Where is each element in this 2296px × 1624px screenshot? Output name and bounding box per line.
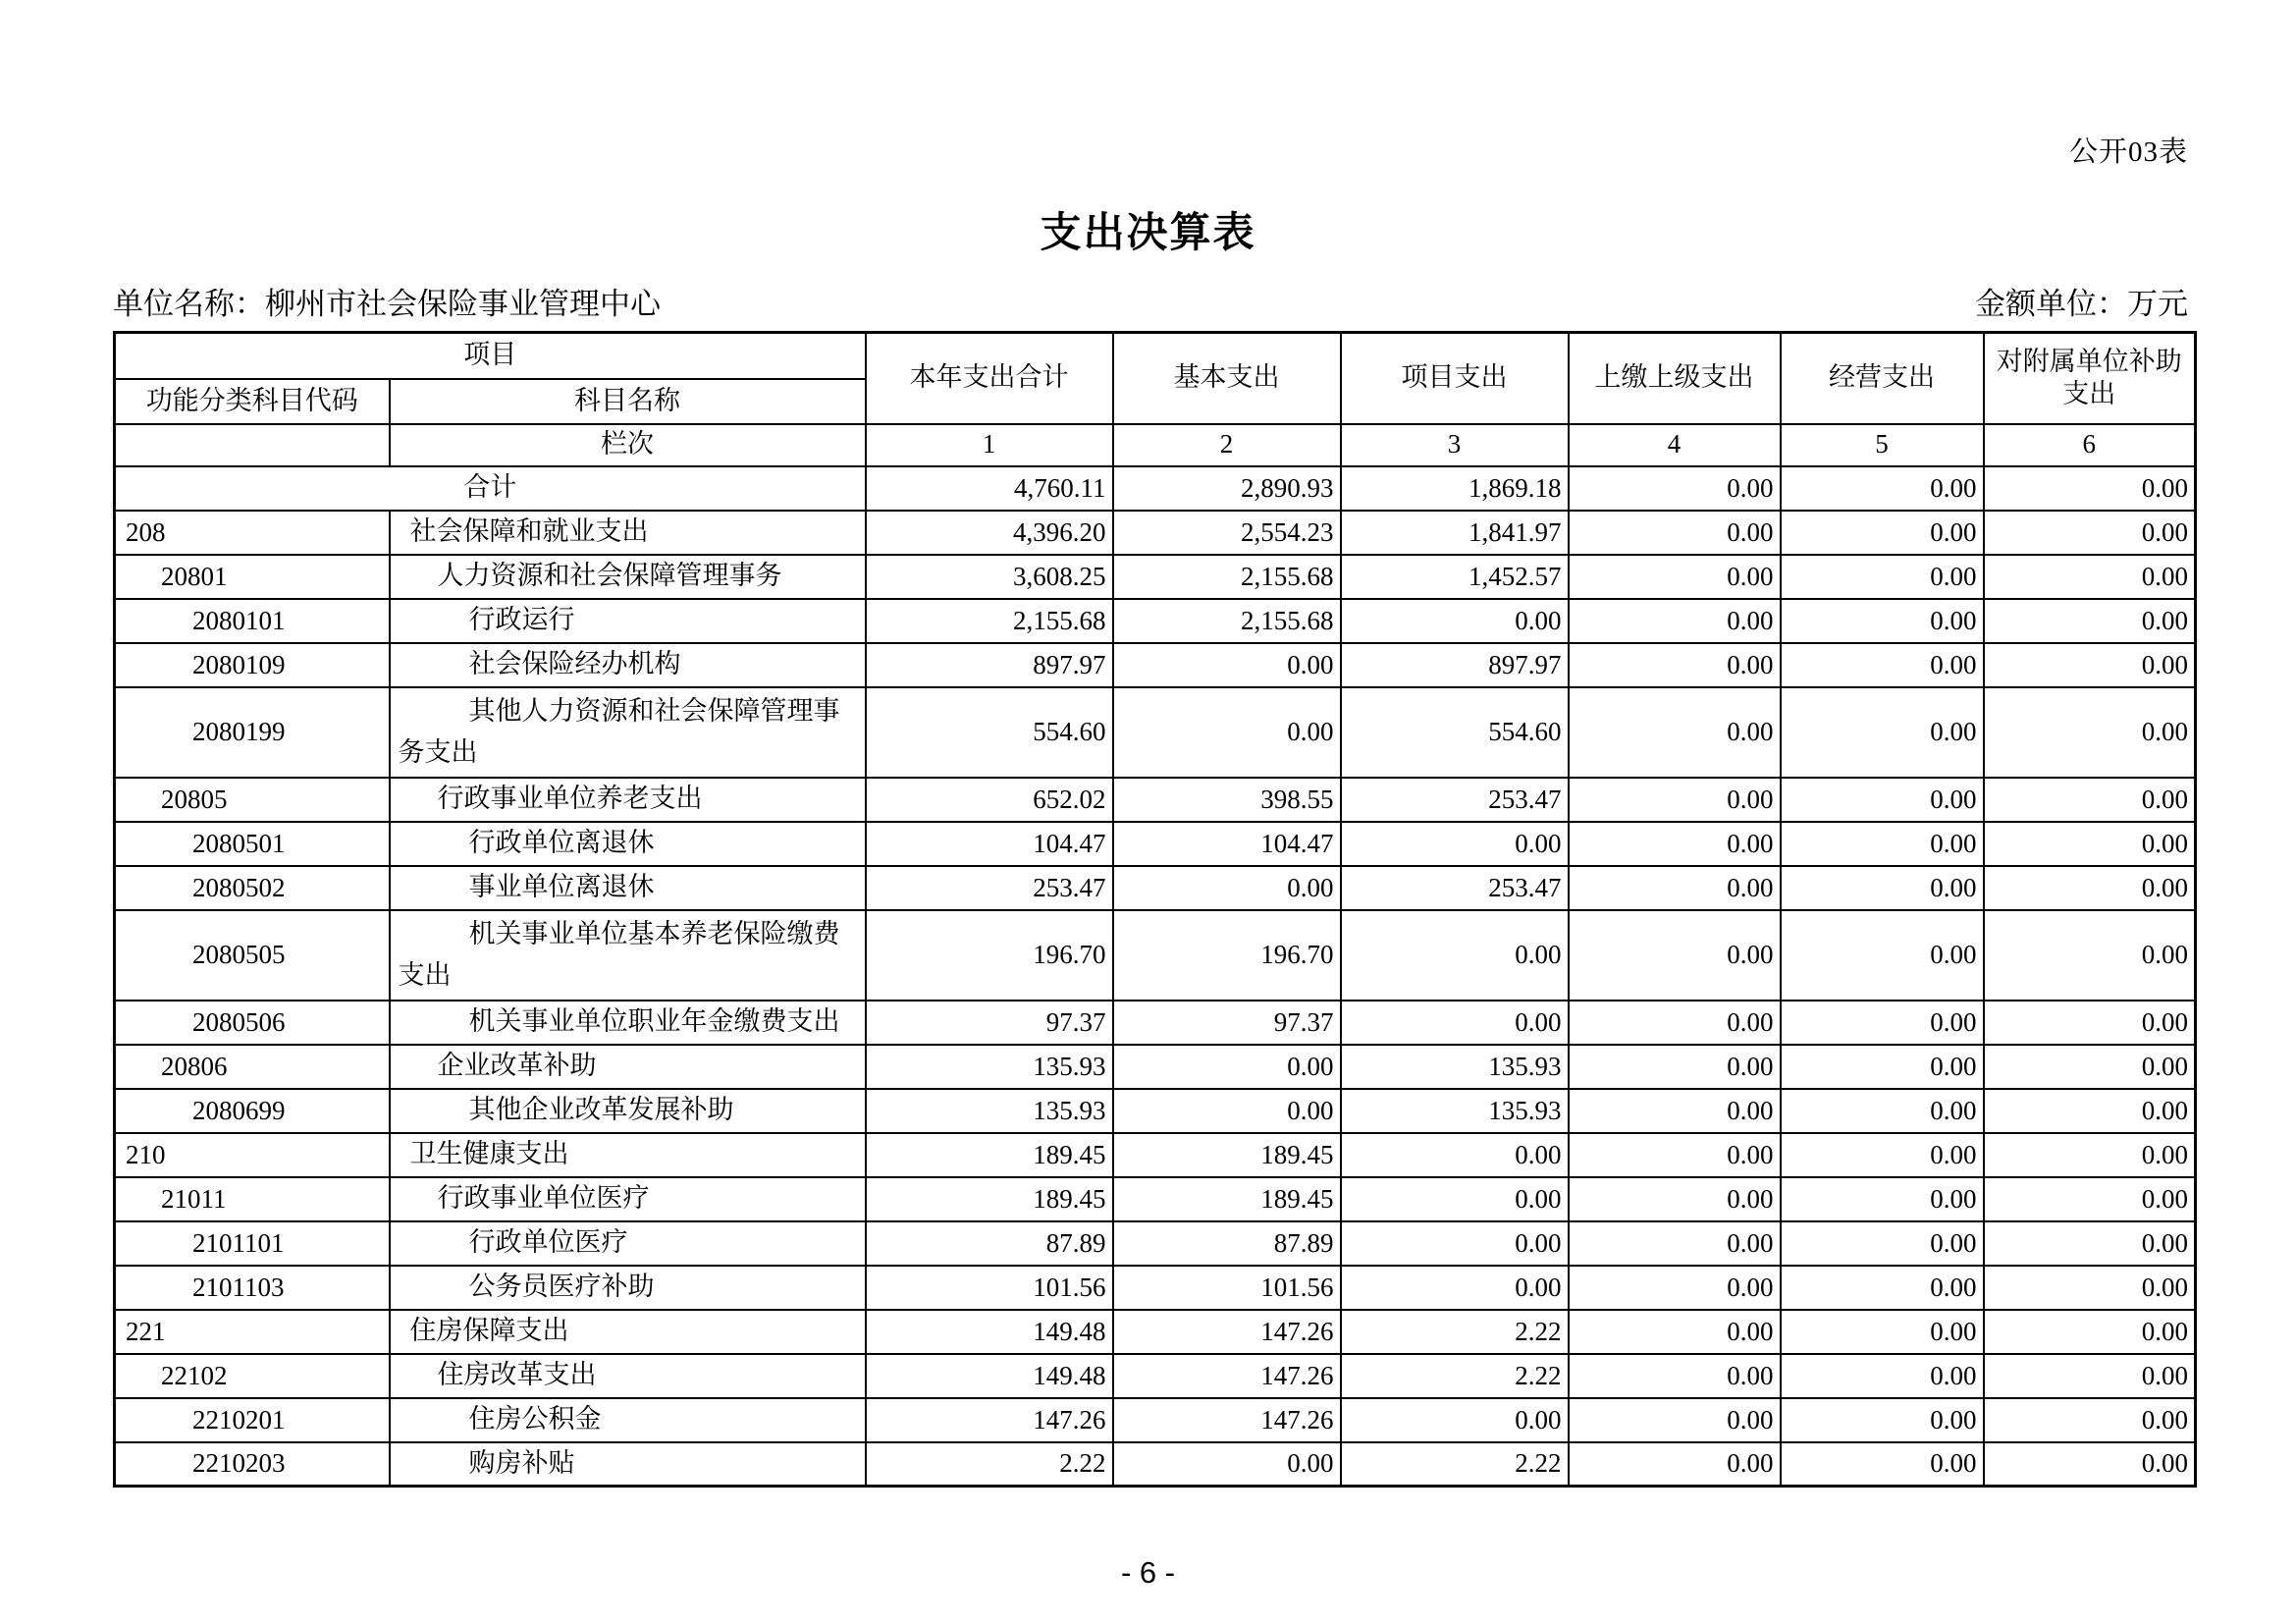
cell-value: 147.26 <box>866 1398 1113 1442</box>
cell-value: 0.00 <box>1781 1177 1984 1221</box>
cell-value: 0.00 <box>1569 1045 1781 1089</box>
cell-code: 2080101 <box>115 599 390 643</box>
header-col-upturn: 上缴上级支出 <box>1569 333 1781 424</box>
cell-value: 0.00 <box>1781 643 1984 687</box>
cell-value: 97.37 <box>1113 1001 1341 1045</box>
cell-code: 2101103 <box>115 1266 390 1310</box>
header-lanci-empty <box>115 424 390 466</box>
cell-value: 196.70 <box>1113 910 1341 1001</box>
doc-form-label: 公开03表 <box>2068 136 2188 168</box>
cell-value: 189.45 <box>1113 1177 1341 1221</box>
table-row <box>115 466 2196 511</box>
table-row <box>115 687 2196 778</box>
page-title: 支出决算表 <box>1040 211 1256 256</box>
cell-value: 652.02 <box>866 778 1113 822</box>
cell-subject-name: 社会保障和就业支出 <box>390 511 866 555</box>
table-row <box>115 1442 2196 1487</box>
cell-value: 0.00 <box>1569 1266 1781 1310</box>
table-row <box>115 1266 2196 1310</box>
cell-subject-name: 机关事业单位职业年金缴费支出 <box>390 1001 866 1045</box>
cell-value: 0.00 <box>1113 1442 1341 1487</box>
cell-value: 0.00 <box>1569 599 1781 643</box>
cell-value: 0.00 <box>1984 1001 2196 1045</box>
cell-value: 0.00 <box>1113 643 1341 687</box>
cell-value: 0.00 <box>1781 1442 1984 1487</box>
cell-value: 2,155.68 <box>866 599 1113 643</box>
cell-value: 0.00 <box>1984 1221 2196 1266</box>
cell-code: 221 <box>115 1310 390 1354</box>
cell-value: 147.26 <box>1113 1310 1341 1354</box>
cell-value: 0.00 <box>1781 1266 1984 1310</box>
header-colnum-3: 3 <box>1341 424 1569 466</box>
table-row <box>115 1221 2196 1266</box>
cell-value: 149.48 <box>866 1354 1113 1398</box>
cell-value: 0.00 <box>1984 778 2196 822</box>
cell-value: 0.00 <box>1569 1177 1781 1221</box>
amount-unit-label: 金额单位：万元 <box>1975 287 2188 321</box>
cell-value: 0.00 <box>1984 511 2196 555</box>
header-colnum-4: 4 <box>1569 424 1781 466</box>
cell-value: 0.00 <box>1984 1089 2196 1133</box>
table-body <box>115 466 2196 1487</box>
cell-value: 0.00 <box>1569 822 1781 866</box>
cell-value: 0.00 <box>1984 1310 2196 1354</box>
cell-value: 0.00 <box>1569 511 1781 555</box>
table-row <box>115 1089 2196 1133</box>
cell-value: 1,452.57 <box>1341 555 1569 599</box>
cell-value: 0.00 <box>1781 555 1984 599</box>
cell-subject-name: 购房补贴 <box>390 1442 866 1487</box>
cell-value: 2,554.23 <box>1113 511 1341 555</box>
cell-value: 2.22 <box>1341 1310 1569 1354</box>
cell-value: 0.00 <box>1781 1354 1984 1398</box>
cell-value: 149.48 <box>866 1310 1113 1354</box>
header-col-operating: 经营支出 <box>1781 333 1984 424</box>
cell-value: 2.22 <box>1341 1442 1569 1487</box>
cell-subject-name: 行政事业单位医疗 <box>390 1177 866 1221</box>
cell-value: 0.00 <box>1569 778 1781 822</box>
header-code: 功能分类科目代码 <box>115 379 390 424</box>
cell-value: 189.45 <box>1113 1133 1341 1177</box>
cell-value: 0.00 <box>1984 1442 2196 1487</box>
cell-value: 0.00 <box>1984 866 2196 910</box>
cell-code: 21011 <box>115 1177 390 1221</box>
cell-value: 0.00 <box>1569 1442 1781 1487</box>
cell-value: 0.00 <box>1569 466 1781 511</box>
cell-value: 0.00 <box>1781 599 1984 643</box>
cell-value: 0.00 <box>1341 910 1569 1001</box>
cell-value: 0.00 <box>1113 1045 1341 1089</box>
header-col-basic: 基本支出 <box>1113 333 1341 424</box>
table-row <box>115 1045 2196 1089</box>
cell-value: 0.00 <box>1569 1001 1781 1045</box>
cell-value: 0.00 <box>1341 1266 1569 1310</box>
header-lanci: 栏次 <box>390 424 866 466</box>
cell-value: 253.47 <box>1341 866 1569 910</box>
cell-code: 2080699 <box>115 1089 390 1133</box>
cell-value: 0.00 <box>1569 1310 1781 1354</box>
cell-value: 2,155.68 <box>1113 599 1341 643</box>
cell-value: 0.00 <box>1781 1310 1984 1354</box>
cell-value: 0.00 <box>1341 1133 1569 1177</box>
cell-value: 135.93 <box>866 1089 1113 1133</box>
cell-value: 4,760.11 <box>866 466 1113 511</box>
table-row <box>115 1354 2196 1398</box>
table-row <box>115 511 2196 555</box>
cell-value: 554.60 <box>866 687 1113 778</box>
cell-subject-name: 行政单位离退休 <box>390 822 866 866</box>
cell-subject-name: 公务员医疗补助 <box>390 1266 866 1310</box>
cell-value: 189.45 <box>866 1177 1113 1221</box>
cell-code: 2080199 <box>115 687 390 778</box>
header-colnum-1: 1 <box>866 424 1113 466</box>
table-row <box>115 866 2196 910</box>
cell-subject-name: 行政事业单位养老支出 <box>390 778 866 822</box>
header-colnum-5: 5 <box>1781 424 1984 466</box>
table-meta-row <box>113 279 2188 323</box>
cell-code: 2080505 <box>115 910 390 1001</box>
cell-value: 2,155.68 <box>1113 555 1341 599</box>
cell-value: 0.00 <box>1569 555 1781 599</box>
cell-value: 2,890.93 <box>1113 466 1341 511</box>
cell-value: 0.00 <box>1341 822 1569 866</box>
table-row <box>115 1310 2196 1354</box>
cell-code: 20805 <box>115 778 390 822</box>
cell-code: 20806 <box>115 1045 390 1089</box>
cell-value: 253.47 <box>866 866 1113 910</box>
cell-value: 0.00 <box>1984 1354 2196 1398</box>
cell-value: 0.00 <box>1984 822 2196 866</box>
cell-value: 0.00 <box>1781 822 1984 866</box>
cell-subject-name: 机关事业单位基本养老保险缴费支出 <box>390 910 866 1001</box>
table-row <box>115 1398 2196 1442</box>
table-row <box>115 778 2196 822</box>
cell-value: 0.00 <box>1113 866 1341 910</box>
cell-value: 0.00 <box>1341 1221 1569 1266</box>
cell-value: 0.00 <box>1984 1133 2196 1177</box>
cell-code: 2210203 <box>115 1442 390 1487</box>
cell-value: 0.00 <box>1569 866 1781 910</box>
cell-value: 398.55 <box>1113 778 1341 822</box>
cell-value: 0.00 <box>1984 910 2196 1001</box>
cell-value: 0.00 <box>1341 1177 1569 1221</box>
cell-value: 897.97 <box>1341 643 1569 687</box>
table-row <box>115 599 2196 643</box>
table-row <box>115 1177 2196 1221</box>
cell-value: 135.93 <box>1341 1089 1569 1133</box>
cell-code: 2080501 <box>115 822 390 866</box>
cell-subject-name: 人力资源和社会保障管理事务 <box>390 555 866 599</box>
cell-value: 0.00 <box>1781 1221 1984 1266</box>
cell-code: 210 <box>115 1133 390 1177</box>
cell-value: 0.00 <box>1341 1398 1569 1442</box>
cell-value: 135.93 <box>866 1045 1113 1089</box>
header-col-total: 本年支出合计 <box>866 333 1113 424</box>
cell-subject-name: 企业改革补助 <box>390 1045 866 1089</box>
cell-value: 0.00 <box>1781 1089 1984 1133</box>
cell-value: 0.00 <box>1984 1177 2196 1221</box>
cell-value: 1,869.18 <box>1341 466 1569 511</box>
cell-code: 2080506 <box>115 1001 390 1045</box>
cell-code: 22102 <box>115 1354 390 1398</box>
cell-value: 0.00 <box>1781 778 1984 822</box>
cell-code: 2101101 <box>115 1221 390 1266</box>
cell-value: 0.00 <box>1569 1354 1781 1398</box>
cell-value: 189.45 <box>866 1133 1113 1177</box>
cell-value: 897.97 <box>866 643 1113 687</box>
cell-value: 0.00 <box>1781 1398 1984 1442</box>
cell-value: 0.00 <box>1569 687 1781 778</box>
page-number: - 6 - <box>1120 1555 1176 1590</box>
expenditure-table <box>113 331 2197 1488</box>
header-colnum-2: 2 <box>1113 424 1341 466</box>
cell-subject-name: 行政运行 <box>390 599 866 643</box>
cell-value: 0.00 <box>1984 1266 2196 1310</box>
header-project: 项目 <box>115 333 866 379</box>
cell-value: 0.00 <box>1781 1001 1984 1045</box>
cell-value: 1,841.97 <box>1341 511 1569 555</box>
cell-value: 0.00 <box>1984 1045 2196 1089</box>
cell-value: 0.00 <box>1781 511 1984 555</box>
cell-subject-name: 卫生健康支出 <box>390 1133 866 1177</box>
cell-subject-name: 事业单位离退休 <box>390 866 866 910</box>
cell-subject-name: 其他企业改革发展补助 <box>390 1089 866 1133</box>
cell-value: 0.00 <box>1984 466 2196 511</box>
table-row <box>115 822 2196 866</box>
cell-value: 0.00 <box>1341 599 1569 643</box>
header-col-subsidy: 对附属单位补助支出 <box>1984 333 2196 424</box>
table-row <box>115 555 2196 599</box>
cell-value: 253.47 <box>1341 778 1569 822</box>
cell-value: 0.00 <box>1569 643 1781 687</box>
cell-code: 20801 <box>115 555 390 599</box>
cell-value: 0.00 <box>1341 1001 1569 1045</box>
header-col-project-expend: 项目支出 <box>1341 333 1569 424</box>
cell-value: 2.22 <box>866 1442 1113 1487</box>
cell-value: 147.26 <box>1113 1398 1341 1442</box>
cell-subject-name: 住房公积金 <box>390 1398 866 1442</box>
cell-value: 0.00 <box>1569 1221 1781 1266</box>
cell-value: 4,396.20 <box>866 511 1113 555</box>
table-row <box>115 910 2196 1001</box>
cell-value: 104.47 <box>866 822 1113 866</box>
cell-value: 0.00 <box>1781 466 1984 511</box>
cell-value: 0.00 <box>1569 910 1781 1001</box>
table-row <box>115 1001 2196 1045</box>
cell-value: 135.93 <box>1341 1045 1569 1089</box>
table-row <box>115 1133 2196 1177</box>
cell-value: 87.89 <box>1113 1221 1341 1266</box>
cell-value: 0.00 <box>1984 599 2196 643</box>
cell-value: 0.00 <box>1781 687 1984 778</box>
cell-value: 0.00 <box>1984 1398 2196 1442</box>
cell-value: 0.00 <box>1781 866 1984 910</box>
cell-value: 0.00 <box>1984 555 2196 599</box>
cell-subject-name: 住房改革支出 <box>390 1354 866 1398</box>
cell-code: 2080502 <box>115 866 390 910</box>
cell-value: 101.56 <box>866 1266 1113 1310</box>
cell-subject-name: 其他人力资源和社会保障管理事务支出 <box>390 687 866 778</box>
header-subject-name: 科目名称 <box>390 379 866 424</box>
cell-value: 0.00 <box>1984 687 2196 778</box>
cell-value: 0.00 <box>1781 910 1984 1001</box>
cell-value: 0.00 <box>1569 1089 1781 1133</box>
header-colnum-6: 6 <box>1984 424 2196 466</box>
cell-value: 101.56 <box>1113 1266 1341 1310</box>
cell-subject-name: 社会保险经办机构 <box>390 643 866 687</box>
cell-subject-name: 行政单位医疗 <box>390 1221 866 1266</box>
cell-value: 554.60 <box>1341 687 1569 778</box>
cell-subject-name: 合计 <box>115 466 866 511</box>
unit-name-label: 单位名称：柳州市社会保险事业管理中心 <box>113 287 661 321</box>
cell-value: 0.00 <box>1781 1045 1984 1089</box>
cell-code: 208 <box>115 511 390 555</box>
cell-value: 104.47 <box>1113 822 1341 866</box>
cell-code: 2080109 <box>115 643 390 687</box>
cell-value: 0.00 <box>1569 1398 1781 1442</box>
cell-value: 0.00 <box>1781 1133 1984 1177</box>
cell-code: 2210201 <box>115 1398 390 1442</box>
cell-value: 0.00 <box>1984 643 2196 687</box>
cell-value: 0.00 <box>1113 687 1341 778</box>
cell-value: 0.00 <box>1569 1133 1781 1177</box>
cell-value: 2.22 <box>1341 1354 1569 1398</box>
cell-value: 0.00 <box>1113 1089 1341 1133</box>
cell-value: 97.37 <box>866 1001 1113 1045</box>
table-row <box>115 643 2196 687</box>
cell-value: 3,608.25 <box>866 555 1113 599</box>
cell-subject-name: 住房保障支出 <box>390 1310 866 1354</box>
cell-value: 87.89 <box>866 1221 1113 1266</box>
cell-value: 147.26 <box>1113 1354 1341 1398</box>
cell-value: 196.70 <box>866 910 1113 1001</box>
